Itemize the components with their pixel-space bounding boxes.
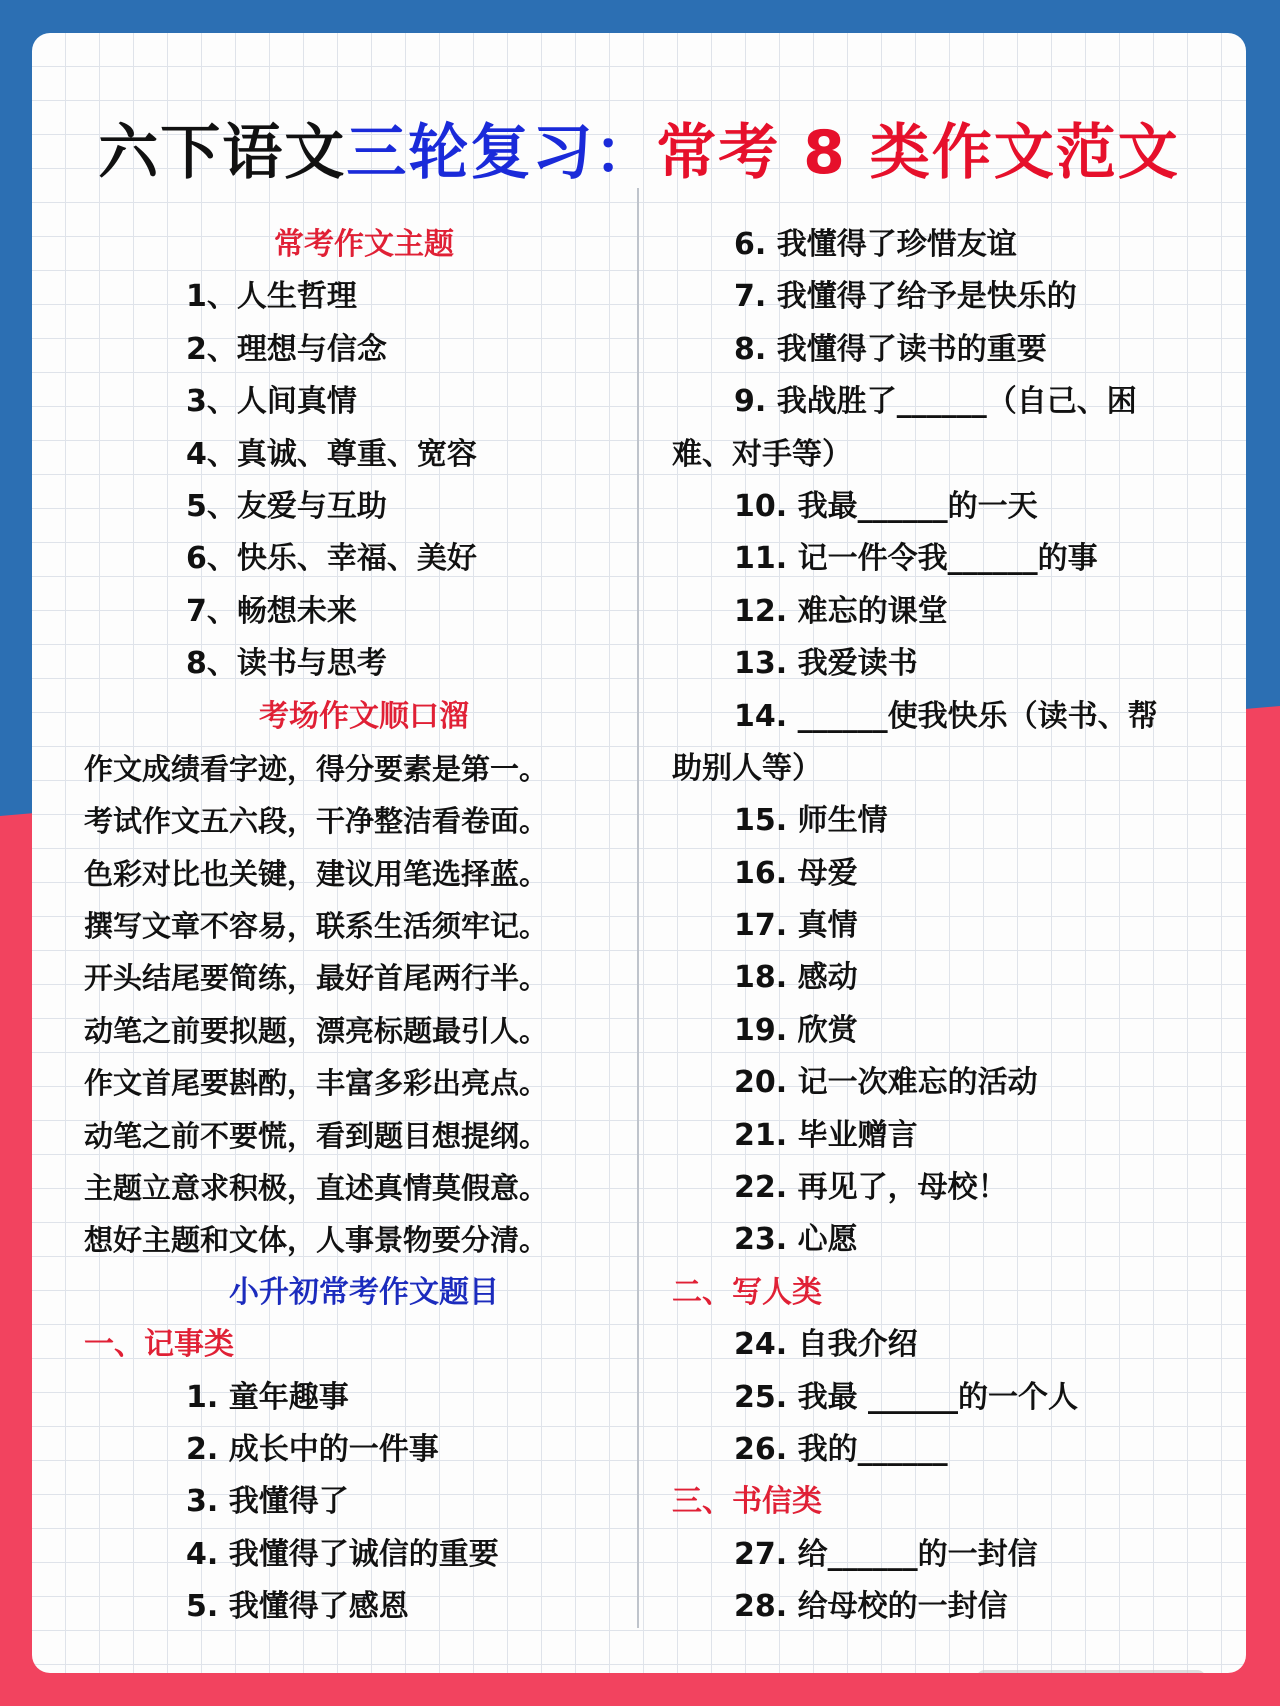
rhyme-line: 开头结尾要简练，最好首尾两行半。 [84,961,549,996]
topic-item: 25. 我最 ______的一个人 [734,1379,1079,1415]
topic-item: 23. 心愿 [734,1222,858,1258]
theme-item: 6、快乐、幸福、美好 [186,541,477,577]
topic-item: 28. 给母校的一封信 [734,1589,1008,1625]
topic-item-continuation: 10. 我最______的一天 [734,488,1038,524]
category-heading-letters: 三、书信类 [672,1484,822,1520]
title-part-1: 六下语文 [98,118,347,188]
rhyme-line: 主题立意求积极，直述真情莫假意。 [84,1171,549,1206]
rhyme-line: 想好主题和文体，人事景物要分清。 [84,1223,549,1258]
section-heading-topics: 小升初常考作文题目 [229,1274,499,1310]
topic-item: 11. 记一件令我______的事 [734,541,1098,577]
category-heading-narrative: 一、记事类 [84,1327,234,1363]
topic-item: 16. 母爱 [734,855,858,891]
rhyme-line: 动笔之前要拟题，漂亮标题最引人。 [84,1013,549,1048]
topic-item: 21. 毕业赠言 [734,1117,918,1153]
theme-item: 2、理想与信念 [186,331,387,367]
theme-item: 3、人间真情 [186,384,357,420]
title-part-2: 三轮复习： [346,118,657,188]
theme-item: 7、畅想未来 [186,593,357,629]
rhyme-line: 动笔之前不要慌，看到题目想提纲。 [84,1118,549,1153]
topic-item: 难、对手等） [672,436,852,472]
theme-item: 1、人生哲理 [186,279,357,315]
page-title [32,105,1246,191]
topic-item: 5. 我懂得了感恩 [186,1589,409,1625]
rhyme-line: 撰写文章不容易，联系生活须牢记。 [84,909,549,944]
topic-item: 27. 给______的一封信 [734,1536,1038,1572]
section-heading-themes: 常考作文主题 [274,227,454,262]
topic-item: 18. 感动 [734,960,858,996]
topic-item: 12. 难忘的课堂 [734,593,948,629]
topic-item: 4. 我懂得了诚信的重要 [186,1536,499,1572]
topic-item: 3. 我懂得了 [186,1484,349,1520]
category-heading-people: 二、写人类 [672,1274,822,1310]
theme-item: 5、友爱与互助 [186,488,387,524]
topic-item: 助别人等） [672,750,822,786]
rhyme-line: 作文首尾要斟酌，丰富多彩出亮点。 [84,1066,549,1101]
grid-paper-card [32,33,1246,1673]
topic-item: 22. 再见了，母校！ [734,1170,1008,1206]
title-part-3: 常考 8 类作文范文 [656,118,1180,188]
topic-item: 9. 我战胜了______（自己、困 [734,384,1137,420]
rhyme-line: 作文成绩看字迹，得分要素是第一。 [84,751,549,786]
rhyme-line: 色彩对比也关键，建议用笔选择蓝。 [84,856,549,891]
topic-item: 7. 我懂得了给予是快乐的 [734,279,1077,315]
topic-item: 26. 我的______ [734,1431,948,1467]
watermark-bar [976,1670,1206,1673]
topic-item: 8. 我懂得了读书的重要 [734,331,1047,367]
topic-item: 20. 记一次难忘的活动 [734,1065,1038,1101]
theme-item: 8、读书与思考 [186,646,387,682]
theme-item: 4、真诚、尊重、宽容 [186,436,477,472]
topic-item: 6. 我懂得了珍惜友谊 [734,227,1017,262]
topic-item: 24. 自我介绍 [734,1327,918,1363]
right-column [672,219,1232,1634]
topic-item: 1. 童年趣事 [186,1379,349,1415]
topic-item-continuation: 15. 师生情 [734,803,888,839]
topic-item: 17. 真情 [734,908,858,944]
left-column [84,219,644,1634]
section-heading-rhyme: 考场作文顺口溜 [259,698,469,734]
topic-item: 19. 欣赏 [734,1012,858,1048]
topic-item: 13. 我爱读书 [734,646,918,682]
topic-item: 14. ______使我快乐（读书、帮 [734,698,1158,734]
topic-item: 2. 成长中的一件事 [186,1431,439,1467]
rhyme-line: 考试作文五六段，干净整洁看卷面。 [84,804,549,839]
